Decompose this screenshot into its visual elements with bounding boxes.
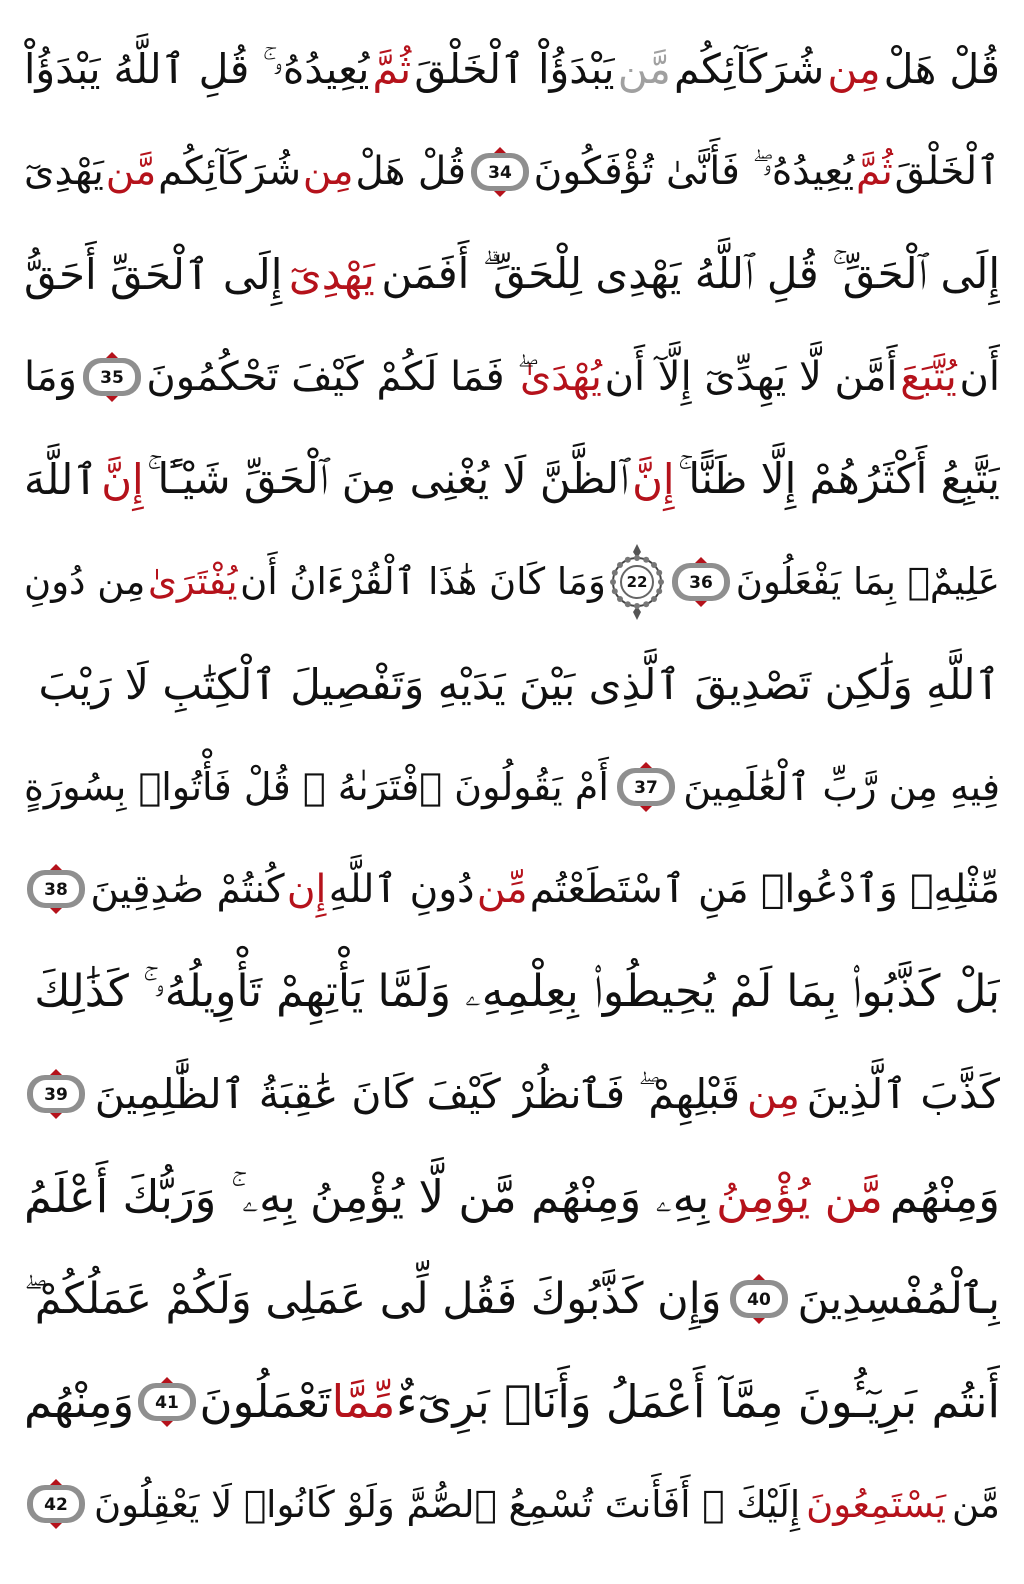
ayah-number-marker [80, 351, 144, 403]
verse-text: دُونِ ٱللَّهِ [328, 866, 475, 912]
tajweed-highlight-text: إِنَّ [101, 454, 144, 504]
ayah-number: 38 [44, 880, 68, 900]
verse-text: شُرَكَآئِكُم [158, 149, 302, 194]
tajweed-highlight-text: يَسْتَمِعُونَ [806, 1482, 947, 1526]
verse-text: تَعْمَلُونَ [199, 1375, 331, 1428]
verse-line [24, 123, 1000, 221]
tajweed-highlight-text: إِن [286, 866, 327, 912]
verse-line [24, 738, 1000, 836]
tajweed-highlight-text: مَّن يُؤْمِنُ [716, 1170, 883, 1223]
tajweed-highlight-text: يُتَّبَعَ [900, 353, 957, 400]
verse-text: يَبْدَؤُاْ ٱلْخَلْقَ [414, 45, 615, 93]
verse-text: إِلَيْكَ ۚ أَفَأَنتَ تُسْمِعُ ٱلصُّمَّ وَلَوْ كَانُوا۟ لَا يَعْقِلُونَ [93, 1482, 801, 1526]
verse-line [24, 1455, 1000, 1553]
verse-line [24, 1045, 1000, 1143]
verse-text: كُنتُمْ صَٰدِقِينَ [90, 866, 285, 912]
verse-text: يَتَّبِعُ أَكْثَرُهُمْ إِلَّا ظَنًّا ۚ [677, 454, 1000, 503]
verse-text: ٱللَّهِ وَلَٰكِن تَصْدِيقَ ٱلَّذِى بَيْنَ يَدَيْهِ وَتَفْصِيلَ ٱلْكِتَٰبِ لَا رَيْبَ [38, 659, 1000, 709]
verse-line [24, 1148, 1000, 1246]
verse-text: وَمَا كَانَ هَٰذَا ٱلْقُرْءَانُ أَن [240, 560, 606, 603]
verse-text: عَلِيمٌۢ بِمَا يَفْعَلُونَ [735, 560, 1000, 603]
verse-text: شُرَكَآئِكُم [673, 45, 825, 93]
verse-text: مَّن [952, 1482, 1000, 1526]
ayah-number: 37 [634, 777, 658, 798]
verse-line [24, 225, 1000, 323]
verse-line [24, 20, 1000, 118]
tajweed-highlight-text: مِن [746, 1070, 800, 1118]
verse-text: أَمَّن لَّا يَهِدِّىٓ إِلَّآ أَن [604, 353, 898, 400]
ayah-number-marker [24, 1068, 88, 1120]
verse-line [24, 533, 1000, 631]
verse-text: إِلَى ٱلْحَقِّ ۚ قُلِ ٱللَّهُ يَهْدِى لِلْحَقِّ ۗ أَفَمَن [381, 249, 1000, 298]
verse-line [24, 635, 1000, 733]
tajweed-highlight-text: ثُمَّ [372, 45, 412, 93]
ayah-number: 41 [154, 1392, 179, 1413]
ayah-number: 36 [689, 572, 713, 593]
verse-text: بِهِۦ وَمِنْهُم مَّن لَّا يُؤْمِنُ بِهِۦ ۚ وَرَبُّكَ أَعْلَمُ [24, 1169, 710, 1223]
verse-text: قُلْ هَلْ [355, 149, 467, 194]
ayah-number: 39 [44, 1085, 68, 1105]
verse-text: يُعِيدُهُۥ ۖ فَأَنَّىٰ تُؤْفَكُونَ [533, 149, 855, 194]
tajweed-highlight-text: يُفْتَرَىٰ [147, 560, 238, 603]
verse-text: ٱللَّهَ [24, 454, 98, 504]
verse-text: مِن دُونِ [24, 560, 146, 603]
ayah-number: 42 [44, 1495, 68, 1515]
verse-text: يُعِيدُهُۥ ۚ قُلِ ٱللَّهُ يَبْدَؤُاْ [24, 44, 370, 93]
verse-text: ٱلْخَلْقَ [894, 149, 1000, 194]
verse-text: قَبْلِهِمْ ۖ فَٱنظُرْ كَيْفَ كَانَ عَٰقِبَةُ ٱلظَّٰلِمِينَ [94, 1069, 741, 1118]
hizb-ornament [608, 542, 666, 622]
tajweed-highlight-text: ثُمَّ [856, 149, 893, 194]
silent-letter-text: مَّن [617, 45, 671, 93]
ayah-number-marker [614, 761, 678, 813]
ayah-number-marker [135, 1376, 199, 1428]
ayah-number: 35 [99, 367, 124, 388]
verse-text: أَمْ يَقُولُونَ ٱفْتَرَىٰهُ ۖ قُلْ فَأْتُوا۟ بِسُورَةٍ [24, 764, 609, 809]
verse-line [24, 328, 1000, 426]
verse-text: بَلْ كَذَّبُوا۟ بِمَا لَمْ يُحِيطُوا۟ بِعِلْمِهِۦ وَلَمَّا يَأْتِهِمْ تَأْوِيلُهُۥ ۚ كَذَٰلِكَ [34, 966, 1000, 1017]
verse-line [24, 943, 1000, 1041]
ayah-number-marker [24, 1478, 88, 1530]
verse-text: بِٱلْمُفْسِدِينَ [797, 1274, 1000, 1324]
verse-line [24, 840, 1000, 938]
verse-text: وَمَا [24, 353, 77, 400]
tajweed-highlight-text: مَّن [105, 149, 157, 194]
ayah-number-marker [24, 863, 88, 915]
verse-line [24, 430, 1000, 528]
verse-text: ٱلظَّنَّ لَا يُغْنِى مِنَ ٱلْحَقِّ شَيْـًٔا ۚ [147, 454, 629, 503]
tajweed-highlight-text: مِّن [476, 866, 528, 912]
ayah-number-marker [468, 146, 532, 198]
tajweed-highlight-text: يُهْدَىٰ [520, 353, 602, 400]
tajweed-highlight-text: يَهْدِىٓ [288, 249, 375, 299]
tajweed-highlight-text: مِن [302, 149, 354, 194]
verse-text: ۖ فَمَا لَكُمْ كَيْفَ تَحْكُمُونَ [146, 353, 518, 400]
ayah-number-marker [669, 556, 733, 608]
hizb-number: 22 [627, 572, 648, 591]
verse-line [24, 1353, 1000, 1451]
verse-text: قُلْ هَلْ [883, 45, 1000, 93]
verse-text: مِّثْلِهِۦ وَٱدْعُوا۟ مَنِ ٱسْتَطَعْتُم [529, 866, 1000, 912]
ayah-number: 40 [747, 1290, 772, 1310]
verse-text: وَإِن كَذَّبُوكَ فَقُل لِّى عَمَلِى وَلَكُمْ عَمَلُكُمْ ۖ [24, 1274, 722, 1324]
tajweed-highlight-text: مِن [827, 45, 881, 93]
tajweed-highlight-text: إِنَّ [632, 454, 675, 504]
tajweed-highlight-text: مِّمَّا [331, 1375, 396, 1428]
verse-text: فِيهِ مِن رَّبِّ ٱلْعَٰلَمِينَ [683, 764, 1000, 809]
verse-text: أَنتُم بَرِيٓـُٔونَ مِمَّآ أَعْمَلُ وَأَنَا۠ بَرِىٓءٌ [396, 1375, 1000, 1428]
verse-text: أَن [959, 353, 1000, 400]
ayah-number-marker [727, 1273, 791, 1325]
verse-text: إِلَى ٱلْحَقِّ أَحَقُّ [24, 249, 283, 299]
verse-line [24, 1250, 1000, 1348]
verse-text: وَمِنْهُم [24, 1375, 135, 1428]
verse-text: يَهْدِىٓ [24, 149, 104, 194]
verse-text: كَذَّبَ ٱلَّذِينَ [806, 1070, 1000, 1118]
verse-text: وَمِنْهُم [889, 1170, 1000, 1223]
ayah-number: 34 [488, 162, 512, 183]
